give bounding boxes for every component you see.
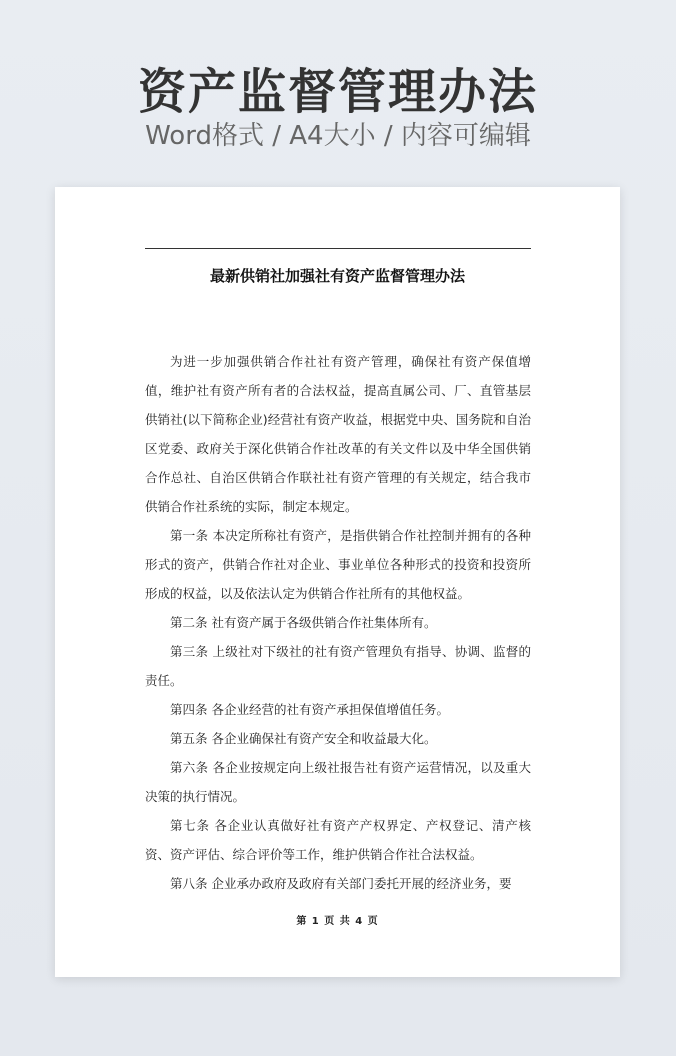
paragraph-article-2: 第二条 社有资产属于各级供销合作社集体所有。 xyxy=(170,615,437,630)
paragraph-article-5: 第五条 各企业确保社有资产安全和收益最大化。 xyxy=(170,731,437,746)
page-title: 资产监督管理办法 xyxy=(137,64,538,120)
page-number: 第 1 页 共 4 页 xyxy=(296,916,379,927)
paragraph-article-7: 第七条 各企业认真做好社有资产产权界定、产权登记、清产核资、资产评估、综合评价等工作，维护供销合作社合法权益。 xyxy=(145,818,531,862)
paragraph-article-8: 第八条 企业承办政府及政府有关部门委托开展的经济业务，要 xyxy=(170,876,512,891)
paragraph-article-1: 第一条 本决定所称社有资产，是指供销合作社控制并拥有的各种形式的资产，供销合作社对企业、事业单位各种形式的投资和投资所形成的权益，以及依法认定为供销合作社所有的其他权益。 xyxy=(145,528,531,601)
paragraph-article-6: 第六条 各企业按规定向上级社报告社有资产运营情况，以及重大决策的执行情况。 xyxy=(145,760,531,804)
header-rule xyxy=(145,248,531,249)
document-title: 最新供销社加强社有资产监督管理办法 xyxy=(209,267,465,285)
page-subtitle: Word格式 / A4大小 / 内容可编辑 xyxy=(145,121,531,151)
paragraph-article-4: 第四条 各企业经营的社有资产承担保值增值任务。 xyxy=(170,702,449,717)
paragraph-article-3: 第三条 上级社对下级社的社有资产管理负有指导、协调、监督的责任。 xyxy=(145,644,531,688)
paragraph-intro: 为进一步加强供销合作社社有资产管理，确保社有资产保值增值，维护社有资产所有者的合法权益，提高直属公司、厂、直管基层供销社(以下简称企业)经营社有资产收益，根据党中央、国务院和自治区党委、政府关于深化供销合作社改革的有关文件以及中华全国供销合作总社、自治区供销合作联社社有资产管理的有关规定，结合我市供销合作社系统的实际，制定本规定。 xyxy=(145,354,531,514)
document-body xyxy=(145,347,531,898)
document-page xyxy=(55,187,620,977)
